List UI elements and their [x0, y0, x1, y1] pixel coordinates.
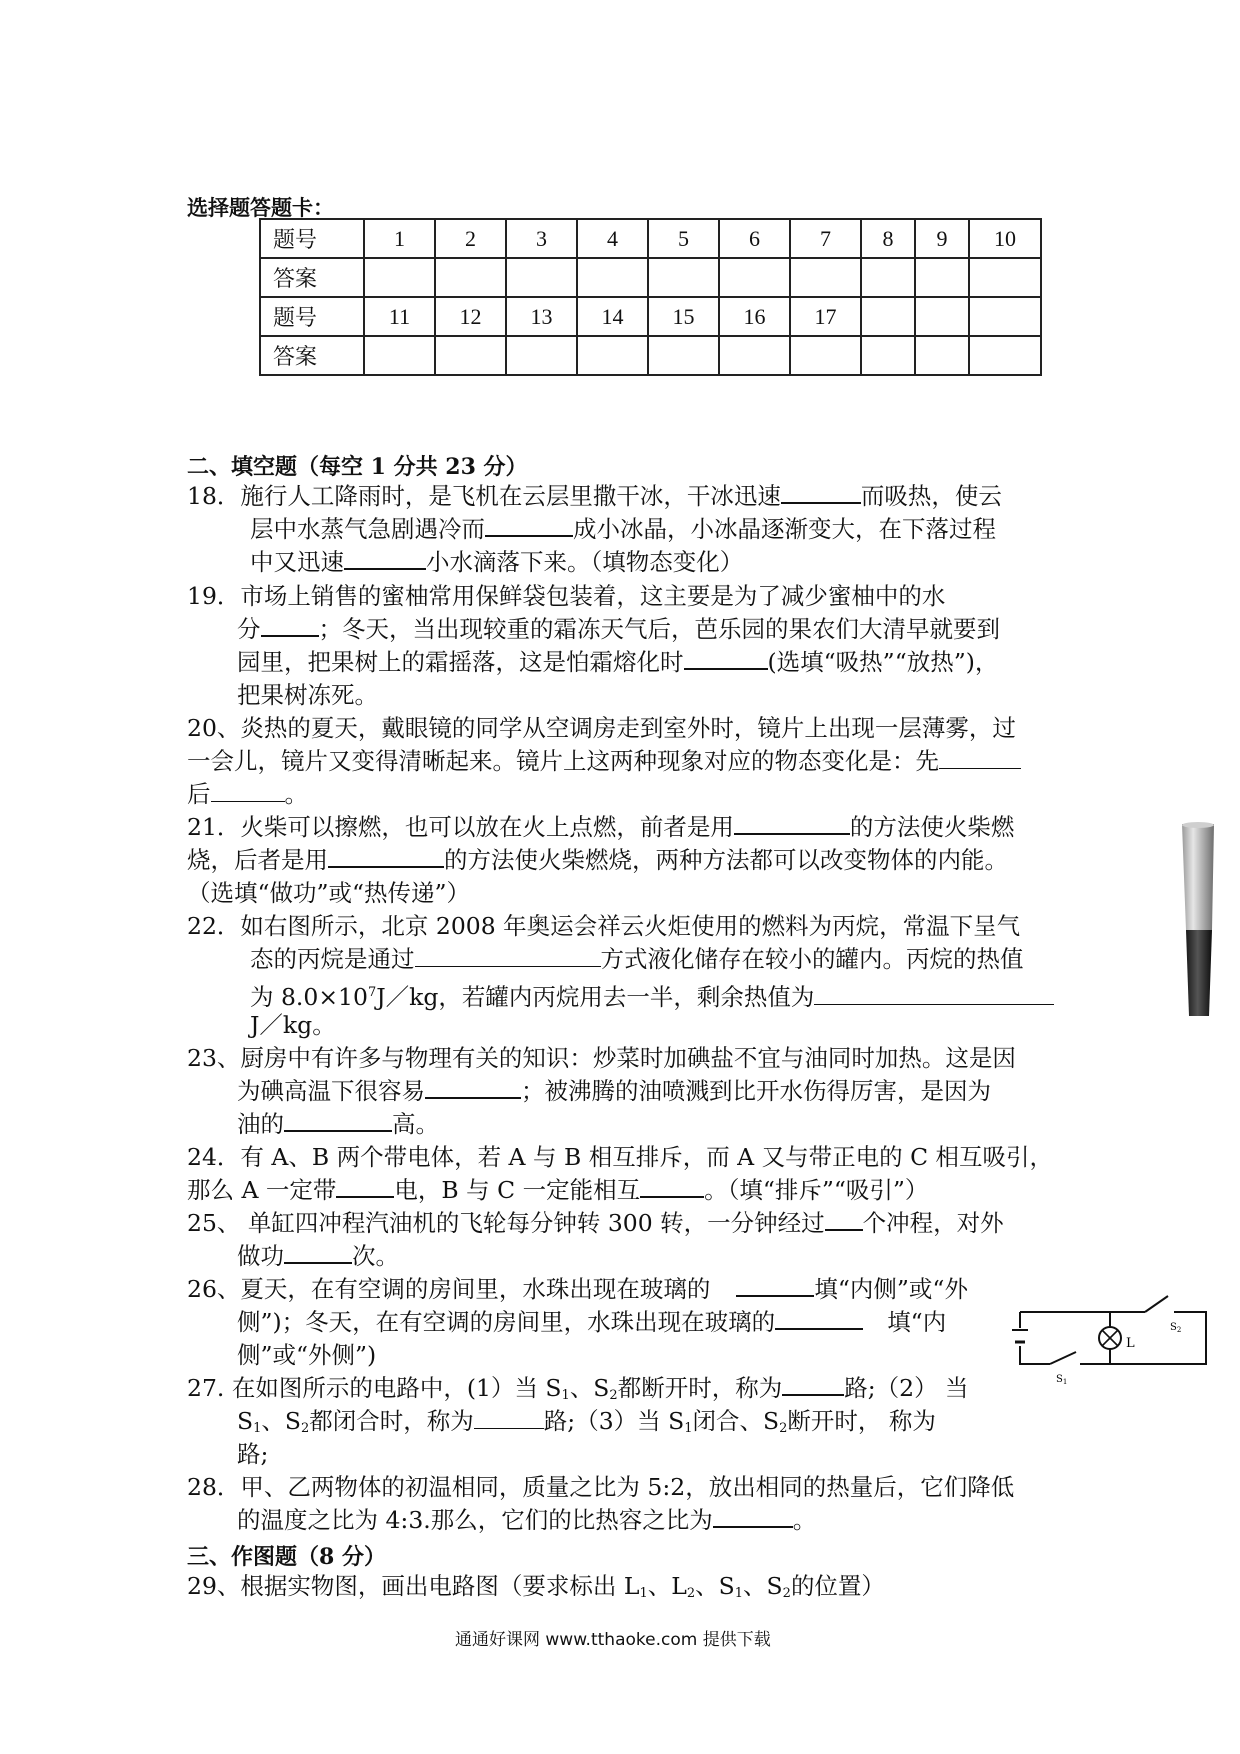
text: 一会儿，镜片又变得清晰起来。镜片上这两种现象对应的物态变化是：先	[187, 747, 939, 775]
switch-s1-label: $S_1$	[1056, 1374, 1068, 1385]
text: 做功	[237, 1242, 284, 1270]
text: 25、 单缸四冲程汽油机的飞轮每分钟转 300 转，一分钟经过	[187, 1209, 825, 1237]
answer-blank[interactable]	[736, 1277, 814, 1297]
answer-blank[interactable]	[344, 550, 426, 570]
text: 成小冰晶，小冰晶逐渐变大，在下落过程	[573, 515, 996, 543]
subscript: 1	[684, 1421, 693, 1436]
question-20-line-2	[187, 745, 1021, 778]
circuit-diagram	[1010, 1290, 1216, 1385]
text: 后	[187, 780, 211, 808]
text: 态的丙烷是通过	[250, 945, 415, 973]
table-row	[260, 336, 1041, 375]
section-3-title: 三、作图题（8 分）	[187, 1544, 386, 1570]
question-28-line-2	[237, 1504, 816, 1537]
question-18-line-1	[187, 480, 1002, 513]
text: 路;（3）当 S	[543, 1407, 685, 1435]
text: 、S	[261, 1407, 301, 1435]
subscript: 2	[686, 1586, 696, 1601]
text: 的温度之比为 4:3.那么，它们的比热容之比为	[237, 1506, 713, 1534]
subscript: 2	[779, 1421, 788, 1436]
text: 、S	[743, 1572, 783, 1600]
row-header-number: 题号	[260, 297, 364, 336]
answer-cell[interactable]	[969, 336, 1041, 375]
subscript: 1	[639, 1586, 648, 1601]
text: 园里，把果树上的霜摇落，这是怕霜熔化时	[237, 648, 684, 676]
answer-blank[interactable]	[814, 986, 1054, 1005]
text: S	[237, 1407, 254, 1435]
subscript: 2	[609, 1388, 618, 1403]
text: 填“内	[887, 1308, 947, 1336]
answer-blank[interactable]	[640, 1178, 704, 1198]
answer-cell[interactable]	[861, 336, 915, 375]
question-29	[187, 1570, 885, 1610]
switch-s2-blade	[1145, 1296, 1168, 1312]
answer-cell[interactable]	[506, 258, 577, 297]
answer-blank[interactable]	[684, 650, 768, 670]
text: 次。	[352, 1242, 399, 1270]
text: 高。	[392, 1110, 439, 1138]
answer-blank[interactable]	[485, 517, 573, 537]
answer-cell[interactable]	[648, 258, 719, 297]
text: 层中水蒸气急剧遇冷而	[250, 515, 485, 543]
answer-cell[interactable]	[364, 336, 435, 375]
table-cell: 13	[506, 297, 577, 336]
answer-cell[interactable]	[861, 258, 915, 297]
text: 的方法使火柴燃烧，两种方法都可以改变物体的内能。	[444, 846, 1008, 874]
table-cell: 8	[861, 219, 915, 258]
table-cell: 17	[790, 297, 861, 336]
section-2-title: 二、填空题（每空 1 分共 23 分）	[187, 454, 528, 480]
text: 中又迅速	[250, 548, 344, 576]
text: 。（填“排斥”“吸引”）	[704, 1176, 929, 1204]
superscript: 7	[367, 985, 377, 1000]
text: 断开时， 称为	[787, 1407, 936, 1435]
question-19-line-4: 把果树冻死。	[237, 681, 378, 709]
question-21-line-3: （选填“做功”或“热传递”）	[187, 879, 471, 907]
battery-icon	[1012, 1330, 1028, 1342]
answer-blank[interactable]	[781, 484, 861, 504]
subscript: 1	[734, 1586, 744, 1601]
text: 的位置）	[790, 1572, 885, 1600]
table-cell	[861, 297, 915, 336]
question-25-line-1	[187, 1207, 1004, 1240]
question-23-line-1: 23、厨房中有许多与物理有关的知识：炒菜时加碘盐不宜与油同时加热。这是因	[187, 1044, 1016, 1072]
subscript: 1	[253, 1421, 262, 1436]
answer-blank[interactable]	[825, 1211, 863, 1231]
question-26-line-1	[187, 1273, 968, 1306]
text: 29、根据实物图，画出电路图（要求标出 L	[187, 1572, 640, 1600]
question-18-line-2	[250, 513, 996, 546]
question-19-line-1: 19．市场上销售的蜜柚常用保鲜袋包装着，这主要是为了减少蜜柚中的水	[187, 582, 946, 610]
table-cell: 1	[364, 219, 435, 258]
subscript: 2	[782, 1586, 791, 1601]
question-18-line-3	[250, 546, 743, 579]
table-cell: 9	[915, 219, 969, 258]
table-cell: 12	[435, 297, 506, 336]
question-22-line-4: J／kg。	[250, 1011, 336, 1039]
answer-cell[interactable]	[577, 258, 648, 297]
text: 21．火柴可以擦燃，也可以放在火上点燃，前者是用	[187, 813, 734, 841]
answer-blank[interactable]	[939, 750, 1021, 769]
table-cell: 4	[577, 219, 648, 258]
answer-cell[interactable]	[969, 258, 1041, 297]
text: 方式液化储存在较小的罐内。丙烷的热值	[600, 945, 1024, 973]
text: J／kg，若罐内丙烷用去一半，剩余热值为	[376, 982, 815, 1011]
question-20-line-3: 后 。	[187, 780, 308, 808]
switch-s2-label: $S_2$	[1170, 1322, 1182, 1334]
answer-blank[interactable]	[336, 1178, 394, 1198]
text: 小水滴落下来。（填物态变化）	[426, 548, 744, 576]
answer-cell[interactable]	[577, 336, 648, 375]
text: 都断开时，称为	[617, 1374, 783, 1402]
question-21-line-1	[187, 811, 1014, 844]
row-header-number: 题号	[260, 219, 364, 258]
text: (选填“吸热”“放热”)，	[767, 648, 999, 676]
answer-blank[interactable]	[734, 815, 850, 835]
subscript: 2	[301, 1421, 310, 1436]
table-row	[260, 297, 1041, 336]
table-cell: 15	[648, 297, 719, 336]
answer-blank[interactable]	[284, 1112, 392, 1132]
lamp-label: L	[1126, 1336, 1135, 1351]
table-cell: 11	[364, 297, 435, 336]
text: 闭合、S	[692, 1407, 780, 1435]
question-26-line-3: 侧”或“外侧”)	[237, 1341, 377, 1369]
answer-cell[interactable]	[506, 336, 577, 375]
text: 27. 在如图所示的电路中，(1）当 S	[187, 1374, 562, 1402]
table-cell: 6	[719, 219, 790, 258]
question-24-line-1: 24．有 A、B 两个带电体，若 A 与 B 相互排斥，而 A 又与带正电的 C 相互吸引，	[187, 1143, 1054, 1171]
text: ；被沸腾的油喷溅到比开水伤得厉害，是因为	[521, 1077, 991, 1105]
table-cell	[969, 297, 1041, 336]
torch-image	[1170, 820, 1226, 1020]
torch-grip	[1186, 930, 1212, 1016]
footer-watermark: 通通好课网 www.tthaoke.com 提供下载	[455, 1630, 771, 1650]
question-25-line-2	[237, 1240, 399, 1273]
wire-left-lower	[1020, 1346, 1050, 1364]
text: 电，B 与 C 一定能相互	[394, 1176, 641, 1204]
answer-blank[interactable]	[261, 617, 319, 637]
answer-blank[interactable]	[775, 1310, 863, 1330]
text: 、S	[569, 1374, 610, 1402]
question-28-line-1: 28．甲、乙两物体的初温相同，质量之比为 5:2，放出相同的热量后，它们降低	[187, 1473, 1015, 1501]
text: 那么 A 一定带	[187, 1176, 337, 1204]
answer-cell[interactable]	[364, 258, 435, 297]
torch-upper	[1182, 824, 1214, 930]
answer-blank[interactable]	[415, 948, 601, 967]
text: 油的	[237, 1110, 284, 1138]
row-header-answer: 答案	[260, 258, 364, 297]
answer-cell[interactable]	[915, 258, 969, 297]
question-19-line-2	[237, 613, 1000, 646]
question-23-line-3	[237, 1108, 439, 1141]
answer-blank[interactable]	[328, 848, 444, 868]
table-cell: 16	[719, 297, 790, 336]
text: 而吸热，使云	[860, 482, 1002, 510]
answer-cell[interactable]	[719, 258, 790, 297]
answer-cell[interactable]	[648, 336, 719, 375]
question-24-line-2	[187, 1174, 928, 1207]
answer-card-table	[259, 218, 1042, 376]
question-22-line-2	[250, 943, 1024, 976]
answer-blank[interactable]	[211, 783, 285, 802]
question-21-line-2	[187, 844, 1008, 877]
table-row	[260, 258, 1041, 297]
question-23-line-2	[237, 1075, 991, 1108]
table-cell: 2	[435, 219, 506, 258]
question-20-line-1: 20、炎热的夏天，戴眼镜的同学从空调房走到室外时，镜片上出现一层薄雾，过	[187, 714, 1016, 742]
answer-cell[interactable]	[915, 336, 969, 375]
text: 都闭合时，称为	[309, 1407, 474, 1435]
text: 分	[237, 615, 261, 643]
text: 烧，后者是用	[187, 846, 328, 874]
text: 为 8.0×10	[250, 982, 368, 1011]
table-cell	[915, 297, 969, 336]
torch-top	[1182, 822, 1214, 828]
table-row	[260, 219, 1041, 258]
table-cell: 7	[790, 219, 861, 258]
text: 、S	[695, 1572, 735, 1600]
answer-blank[interactable]	[713, 1508, 793, 1528]
row-header-answer: 答案	[260, 336, 364, 375]
table-cell: 10	[969, 219, 1041, 258]
answer-cell[interactable]	[790, 258, 861, 297]
text: 。	[792, 1506, 817, 1534]
text: 18．施行人工降雨时，是飞机在云层里撒干冰，干冰迅速	[187, 482, 781, 510]
answer-blank[interactable]	[284, 1244, 352, 1264]
answer-blank[interactable]	[425, 1079, 521, 1099]
wire-right	[1110, 1312, 1206, 1364]
answer-blank[interactable]	[474, 1410, 544, 1429]
answer-cell[interactable]	[435, 336, 506, 375]
switch-s1-blade	[1050, 1352, 1076, 1364]
table-cell: 5	[648, 219, 719, 258]
text: ；冬天，当出现较重的霜冻天气后，芭乐园的果农们大清早就要到	[318, 615, 1000, 643]
question-27-line-2	[237, 1405, 936, 1445]
text: 26、夏天，在有空调的房间里，水珠出现在玻璃的	[187, 1275, 711, 1303]
subscript: 1	[561, 1388, 570, 1403]
answer-cell[interactable]	[435, 258, 506, 297]
question-27-line-3: 路;	[237, 1440, 269, 1468]
question-22-line-1: 22．如右图所示，北京 2008 年奥运会祥云火炬使用的燃料为丙烷，常温下呈气	[187, 912, 1021, 940]
answer-cell[interactable]	[790, 336, 861, 375]
text: 的方法使火柴燃	[849, 813, 1015, 841]
question-19-line-3	[237, 646, 998, 679]
table-cell: 3	[506, 219, 577, 258]
text: 个冲程，对外	[862, 1209, 1004, 1237]
answer-blank[interactable]	[782, 1376, 844, 1396]
text: 侧”)；冬天，在有空调的房间里，水珠出现在玻璃的	[237, 1308, 776, 1336]
text: 为碘高温下很容易	[237, 1077, 425, 1105]
text: 填“内侧”或“外	[814, 1275, 968, 1303]
table-cell: 14	[577, 297, 648, 336]
lamp-icon	[1099, 1327, 1121, 1349]
answer-card-title: 选择题答题卡：	[187, 195, 334, 220]
text: 、L	[647, 1572, 687, 1600]
question-22-line-3	[250, 976, 1054, 1014]
answer-cell[interactable]	[719, 336, 790, 375]
text: 路;（2） 当	[844, 1374, 969, 1402]
question-26-line-2	[237, 1306, 946, 1339]
